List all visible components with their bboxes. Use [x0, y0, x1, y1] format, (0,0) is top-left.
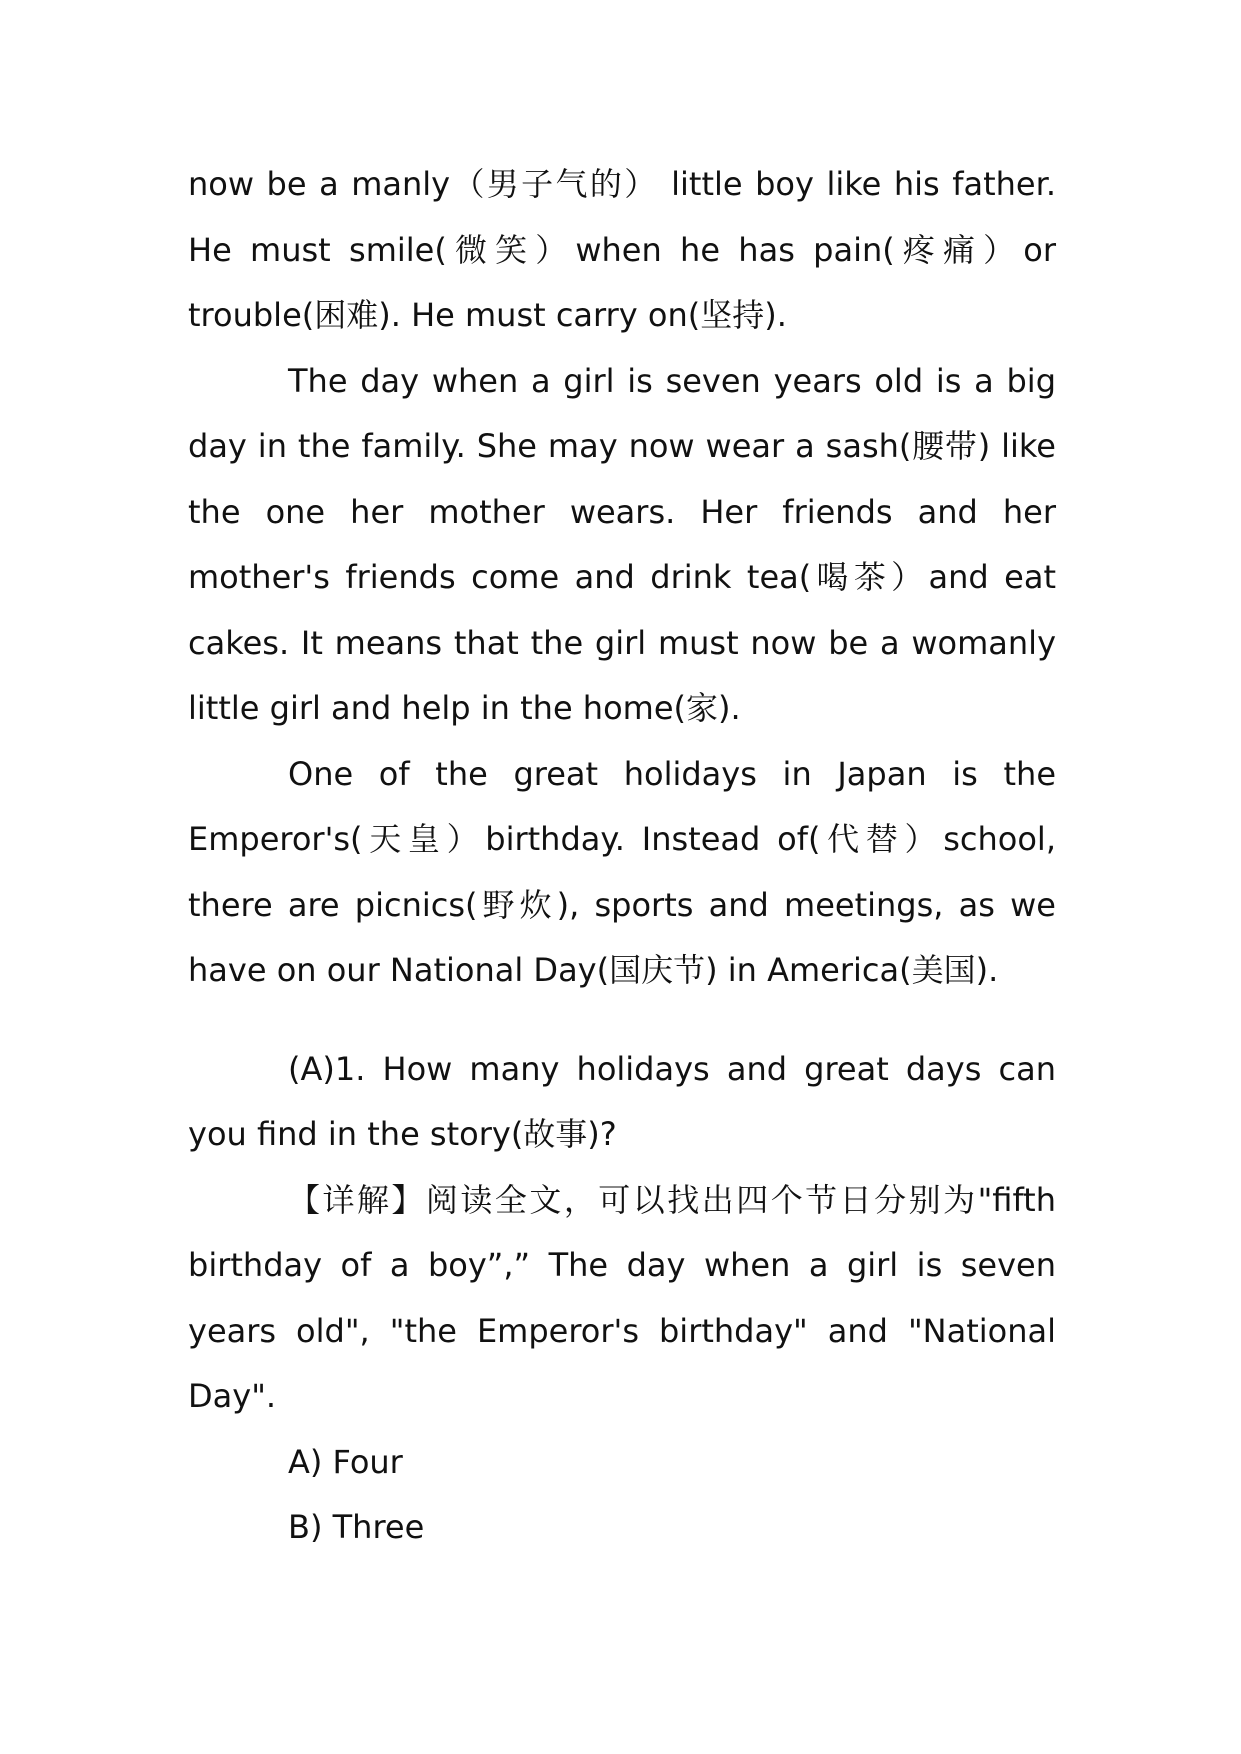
- answer-explanation: 【详解】阅读全文，可以找出四个节日分别为"fifth birthday of a boy”,” The day when a girl is seven years old", "the Emperor's birthday" and "National Day".: [188, 1180, 1056, 1415]
- passage-paragraph-3: One of the great holidays in Japan is the Emperor's(天皇）birthday. Instead of(代替）school, there are picnics(野炊), sports and meetings, as we have on our National Day(国庆节) in America(美国).: [188, 754, 1056, 989]
- question-text: (A)1. How many holidays and great days can you find in the story(故事)?: [188, 1049, 1056, 1153]
- passage-paragraph-2: The day when a girl is seven years old is a big day in the family. She may now wear a sash(腰带) like the one her mother wears. Her friends and her mother's friends come and drink tea(喝茶）and eat cakes. It means that the girl must now be a womanly little girl and help in the home(家).: [188, 361, 1056, 727]
- option-a: A) Four: [288, 1442, 403, 1481]
- document-body: [188, 152, 1056, 1561]
- passage-paragraph-1: now be a manly（男子气的） little boy like his father. He must smile(微笑）when he has pain(疼痛）or trouble(困难). He must carry on(坚持).: [188, 165, 1056, 334]
- option-b: B) Three: [288, 1508, 425, 1546]
